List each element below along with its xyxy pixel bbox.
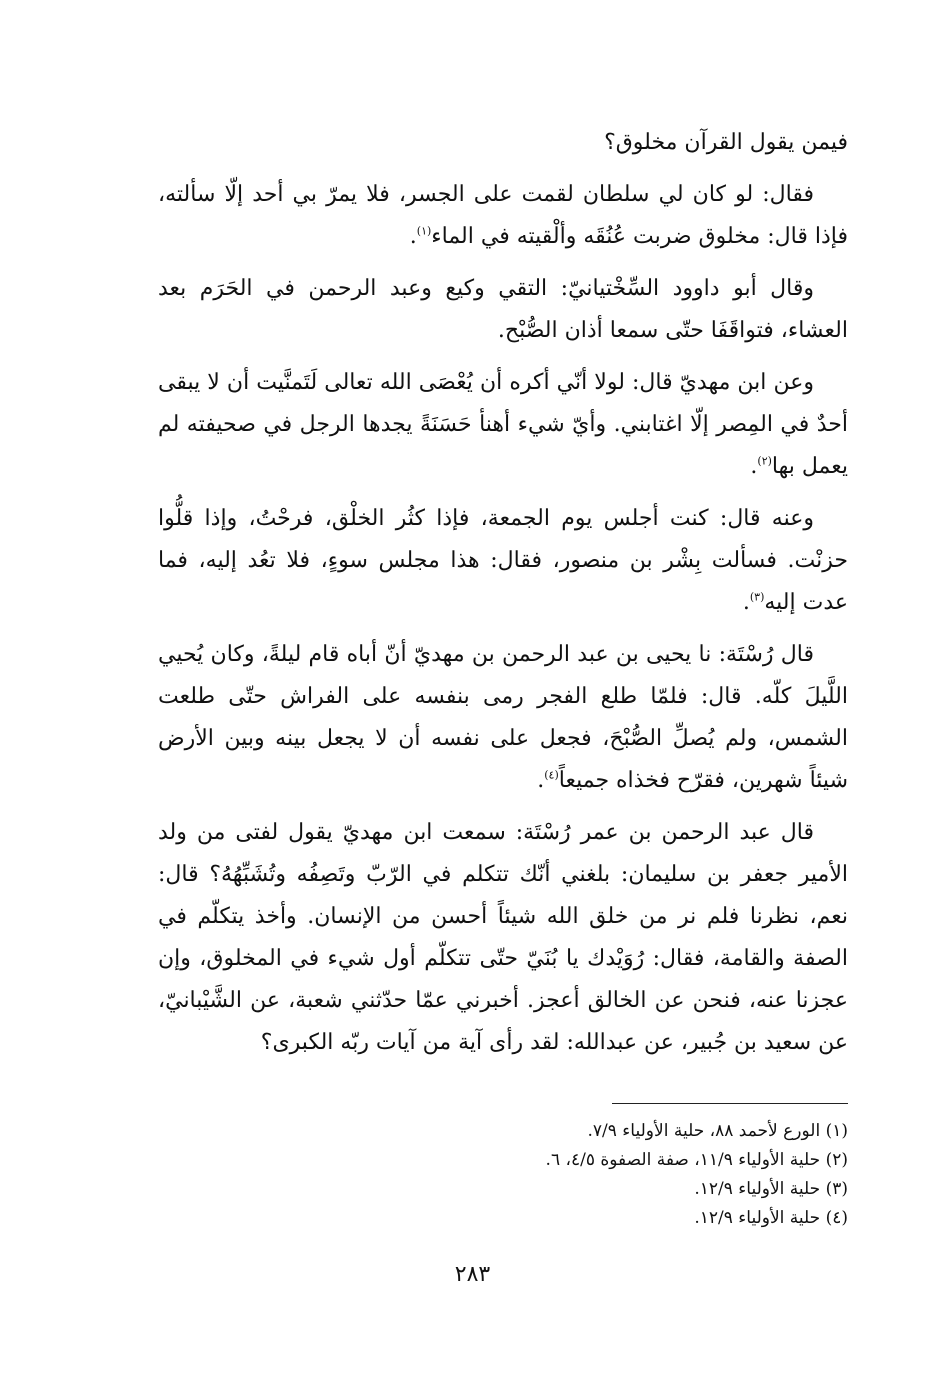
paragraph-text: فيمن يقول القرآن مخلوق؟ bbox=[604, 130, 848, 155]
paragraph: وعن ابن مهديّ قال: لولا أنّي أكره أن يُعْصَى الله تعالى لَتَمنَّيت أن لا يبقى أحدٌ في المِصر إلّا اغتابني. وأيّ شيء أهنأ حَسَنَةً يجدها الرجل في صحيفته لم يعمل بها$^{(٢)}$. bbox=[158, 370, 848, 479]
paragraph-text: قال عبد الرحمن بن عمر رُسْتَة: سمعت ابن مهديّ يقول لفتى من ولد الأمير جعفر بن سليمان: بلغني أنّك تتكلم في الرّبّ وتَصِفُه وتُشَبِّهُهُ؟ قال: نعم، نظرنا فلم نر من خلق الله شيئاً أحسن من الإنسان. وأخذ يتكلّم في الصفة والقامة، فقال: رُوَيْدك يا بُنَيّ حتّى تتكلّم أول شيء في المخلوق، وإن عجزنا عنه، فنحن عن الخالق أعجز. أخبرني عمّا حدّثني شعبة، عن الشَّيْبانيّ، عن سعيد بن جُبير، عن عبدالله: لقد رأى آية من آيات ربّه الكبرى؟ bbox=[158, 820, 848, 1055]
paragraph bbox=[158, 268, 848, 352]
paragraph: وعنه قال: كنت أجلس يوم الجمعة، فإذا كثُر الخلْق، فرحْتُ، وإذا قلُّوا حزنْت. فسألت بِشْر بن منصور، فقال: هذا مجلس سوءٍ، فلا تعُد إليه، فما عدت إليه$^{(٣)}$. bbox=[158, 506, 848, 615]
footnote: (٣) حلية الأولياء ١٢/٩. bbox=[694, 1179, 848, 1199]
footnote-separator bbox=[612, 1103, 848, 1104]
paragraph-text: وعن ابن مهديّ قال: لولا أنّي أكره أن يُعْصَى الله تعالى لَتَمنَّيت أن لا يبقى أحدٌ في المِصر إلّا اغتابني. وأيّ شيء أهنأ حَسَنَةً يجدها الرجل في صحيفته لم يعمل بها bbox=[158, 370, 848, 479]
footnotes bbox=[158, 1117, 848, 1233]
footnote-marker: (٤) bbox=[544, 768, 559, 782]
paragraph-text: وقال أبو داوود السِّخْتيانيّ: التقي وكيع وعبد الرحمن في الحَرَم بعد العشاء، فتواقَفَا حتّى سمعا أذان الصُّبْح. bbox=[158, 276, 848, 343]
footnote: (١) الورع لأحمد ٨٨، حلية الأولياء ٧/٩. bbox=[587, 1121, 848, 1141]
footnote: (٤) حلية الأولياء ١٢/٩. bbox=[694, 1208, 848, 1228]
footnote-marker: (٢) bbox=[757, 454, 772, 468]
page-number: ٢٨٣ bbox=[454, 1262, 491, 1287]
paragraph-text: قال رُسْتَة: نا يحيى بن عبد الرحمن بن مهديّ أنّ أباه قام ليلةً، وكان يُحيي اللَّيلَ كلّه. قال: فلمّا طلع الفجر رمى بنفسه على الفراش حتّى طلعت الشمس، ولم يُصلِّ الصُّبْحَ، فجعل على نفسه أن لا يجعل بينه وبين الأرض شيئاً شهرين، فقرّح فخذاه جميعاً bbox=[158, 642, 848, 793]
footnote-marker: (١) bbox=[416, 224, 432, 238]
paragraph: فقال: لو كان لي سلطان لقمت على الجسر، فلا يمرّ بي أحد إلّا سألته، فإذا قال: مخلوق ضربت عُنُقَه وألْقيته في الماء$^{(١)}$. bbox=[158, 182, 848, 249]
footnote-marker: (٣) bbox=[749, 590, 765, 604]
paragraph-opening bbox=[158, 122, 848, 164]
paragraph: قال رُسْتَة: نا يحيى بن عبد الرحمن بن مهديّ أنّ أباه قام ليلةً، وكان يُحيي اللَّيلَ كلّه. قال: فلمّا طلع الفجر رمى بنفسه على الفراش حتّى طلعت الشمس، ولم يُصلِّ الصُّبْحَ، فجعل على نفسه أن لا يجعل بينه وبين الأرض شيئاً شهرين، فقرّح فخذاه جميعاً$^{(٤)}$. bbox=[158, 642, 848, 793]
page-body bbox=[158, 122, 848, 1064]
paragraph bbox=[158, 812, 848, 1064]
footnote: (٢) حلية الأولياء ١١/٩، صفة الصفوة ٤/٥، ٦. bbox=[545, 1150, 848, 1170]
paragraph-text: فقال: لو كان لي سلطان لقمت على الجسر، فلا يمرّ بي أحد إلّا سألته، فإذا قال: مخلوق ضربت عُنُقَه وألْقيته في الماء bbox=[158, 182, 848, 249]
paragraph-text: وعنه قال: كنت أجلس يوم الجمعة، فإذا كثُر الخلْق، فرحْتُ، وإذا قلُّوا حزنْت. فسألت بِشْر بن منصور، فقال: هذا مجلس سوءٍ، فلا تعُد إليه، فما عدت إليه bbox=[158, 506, 848, 615]
